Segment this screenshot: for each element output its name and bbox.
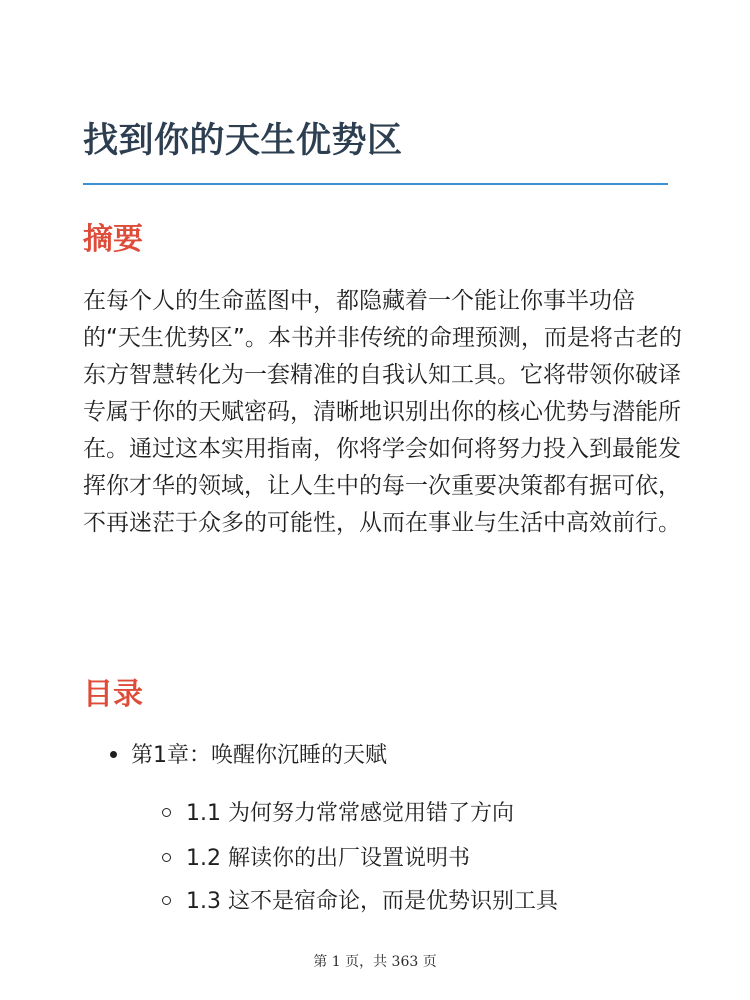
toc-section-1-3[interactable] (162, 886, 558, 918)
toc-section-label: 1.1 为何努力常常感觉用错了方向 (186, 801, 514, 826)
toc-chapter-1[interactable] (110, 740, 387, 772)
filled-bullet-icon (110, 751, 117, 758)
abstract-text: 在每个人的生命蓝图中，都隐藏着一个能让你事半功倍的“天生优势区”。本书并非传统的命理预测，而是将古老的东方智慧转化为一套精准的自我认知工具。它将带领你破译专属于你的天赋密码，清晰地识别出你的核心优势与潜能所在。通过这本实用指南，你将学会如何将努力投入到最能发挥你才华的领域，让人生中的每一次重要决策都有据可依，不再迷茫于众多的可能性，从而在事业与生活中高效前行。 (83, 288, 682, 536)
toc-section-1-1[interactable] (162, 798, 514, 830)
document-title: 找到你的天生优势区 (83, 121, 403, 161)
page-number-footer: 第 1 页，共 363 页 (313, 954, 437, 970)
hollow-bullet-icon (162, 853, 171, 862)
abstract-heading: 摘要 (83, 222, 143, 257)
toc-section-1-2[interactable] (162, 843, 470, 875)
title-divider (83, 183, 668, 185)
hollow-bullet-icon (162, 896, 171, 905)
toc-section-label: 1.2 解读你的出厂设置说明书 (186, 846, 470, 871)
hollow-bullet-icon (162, 808, 171, 817)
toc-heading: 目录 (83, 677, 143, 712)
toc-section-label: 1.3 这不是宿命论，而是优势识别工具 (186, 889, 558, 914)
toc-chapter-label: 第1章：唤醒你沉睡的天赋 (131, 743, 387, 768)
